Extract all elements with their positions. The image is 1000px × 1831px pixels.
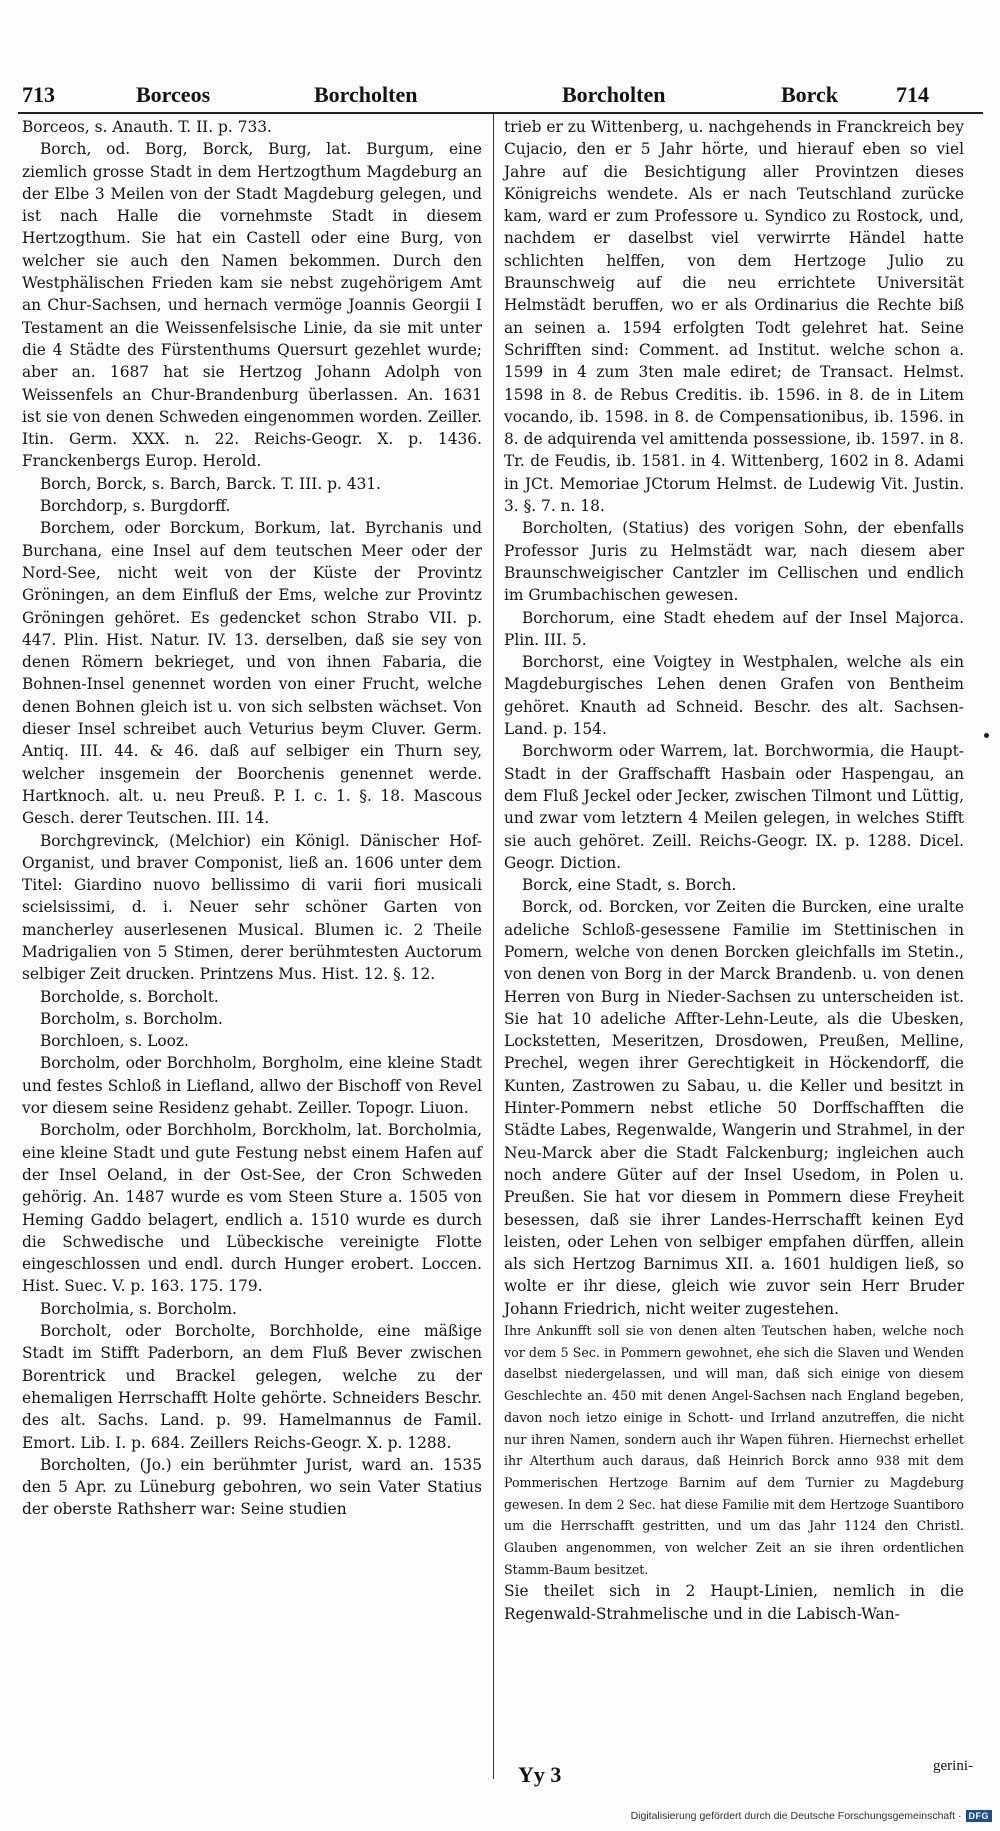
entry-borchworm: Borchworm oder Warrem, lat. Borchwormia, die Haupt-Stadt in der Graffschafft Hasbain oder Haspengau, an dem Fluß Jeckel oder Jecker, zwischen Tilmont und Lüttig, und zwar vom letztern 4 Meilen gelegen, in welches Stifft sie auch gehöret. Zeill. Reichs-Geogr. IX. p. 1288. Dicel. Geogr. Diction.	[504, 742, 964, 872]
entry-borcholten-jo: Borcholten, (Jo.) ein berühmter Jurist, ward an. 1535 den 5 Apr. zu Lüneburg gebohren, wo sein Vater Statius der oberste Rathsherr war: Seine studien	[22, 1455, 482, 1519]
entry-borck-ankunfft: Ihre Ankunfft soll sie von denen alten Teutschen haben, welche noch vor dem 5 Sec. in Pommern gewohnet, ehe sich die Slaven und Wenden daselbst niedergelassen, und will man, daß sich einige von diesem Geschlechte an. 450 mit denen Angel-Sachsen nach England begeben, davon noch ietzo einige in Schott- und Irrland anzutreffen, die nicht nur ihren Namen, sondern auch ihr Wapen führen. Hiernechst erhellet ihr Alterthum auch daraus, daß Heinrich Borck anno 938 mit dem Pommerischen Hertzoge Barnim auf dem Turnier zu Magdeburg gewesen. In dem 2 Sec. hat diese Familie mit dem Hertzoge Suantiboro um die Herrschafft gestritten, und um das Jahr 1124 den Christl. Glauben angenommen, von welcher Zeit an sie ihren ordentlichen Stamm-Baum besitzet.	[504, 1323, 964, 1577]
entry-borcholm-liefland: Borcholm, oder Borchholm, Borgholm, eine kleine Stadt und festes Schloß in Liefland, allwo der Bischoff von Revel vor diesem seine Residenz gehabt. Zeiller. Topogr. Liuon.	[22, 1054, 482, 1118]
entry-borcholm-oeland: Borcholm, oder Borchholm, Borckholm, lat. Borcholmia, eine kleine Stadt und gute Festung nebst einem Hafen auf der Insel Oeland, in der Ost-See, der Cron Schweden gehörig. An. 1487 wurde es vom Steen Sture a. 1505 von Heming Gaddo belagert, endlich a. 1510 wurde es durch die Schwedische und Lübeckische vereinigte Flotte eingeschlossen und endl. durch Hunger erobert. Loccen. Hist. Suec. V. p. 163. 175. 179.	[22, 1121, 482, 1296]
entry-borcholm-ref: Borcholm, s. Borcholm.	[40, 1009, 223, 1028]
header-rule	[18, 112, 983, 114]
header-keyword-2: Borcholten	[314, 82, 418, 107]
entry-borceos: Borceos, s. Anauth. T. II. p. 733.	[22, 118, 272, 136]
entry-borchloen: Borchloen, s. Looz.	[40, 1032, 189, 1051]
header-keyword-1: Borceos	[136, 82, 211, 107]
header-keyword-4: Borck	[781, 82, 839, 107]
entry-borcholten-cont: trieb er zu Wittenberg, u. nachgehends in Franckreich bey Cujacio, den er 5 Jahr hörte, und hierauf eben so viel Jahre auf die Besichtigung aller Provintzen dieses Königreichs wendete. Als er nach Teutschland zurücke kam, ward er zum Professore u. Syndico zu Rostock, und, nachdem er daselbst viel verwirrte Händel hatte schlichten helffen, von dem Hertzoge Julio zu Braunschweig auf die neu errichtete Universität Helmstädt beruffen, wo er als Ordinarius die Rechte biß an seinen a. 1594 erfolgten Todt gelehret hat. Seine Schrifften sind: Comment. ad Institut. welche schon a. 1599 in 4 zum 3ten male ediret; de Transact. Helmst. 1598 in 8. de Rebus Creditis. ib. 1596. in 8. de in Litem vocando, ib. 1598. in 8. de Compensationibus, ib. 1596. in 8. de adquirenda vel amittenda possessione, ib. 1597. in 8. Tr. de Feudis, ib. 1581. in 4. Wittenberg, 1602 in 8. Adami in JCt. Memoriae JCtorum Helmst. de Ludewig Vit. Justin. 3. §. 7. n. 18.	[504, 118, 964, 516]
entry-borck-stadt: Borck, eine Stadt, s. Borch.	[522, 876, 737, 895]
entry-borch-borck: Borch, Borck, s. Barch, Barck. T. III. p. 431.	[40, 474, 382, 493]
page-number-right: 714	[896, 82, 929, 107]
book-page	[18, 0, 983, 1831]
entry-borchorum: Borchorum, eine Stadt ehedem auf der Insel Majorca. Plin. III. 5.	[504, 608, 964, 649]
catchword: gerini-	[933, 1758, 973, 1774]
page-number-left: 713	[22, 82, 55, 107]
running-header	[18, 76, 983, 112]
page-footer	[18, 1758, 983, 1802]
entry-borcholt: Borcholt, oder Borcholte, Borchholde, eine mäßige Stadt im Stifft Paderborn, an dem Fluß Bever zwischen Borentrick und Brackel gelegen, welche zu der ehemaligen Herrschafft Holte gehörte. Schneiders Beschr. des alt. Sachs. Land. p. 99. Hamelmannus de Famil. Emort. Lib. I. p. 684. Zeillers Reichs-Geogr. X. p. 1288.	[22, 1322, 482, 1452]
entry-borcholde: Borcholde, s. Borcholt.	[40, 987, 219, 1006]
entry-borchorst: Borchorst, eine Voigtey in Westphalen, welche als ein Magdeburgisches Lehen denen Grafen von Bentheim gehöret. Knauth ad Schneid. Beschr. des alt. Sachsen-Land. p. 154.	[504, 653, 964, 739]
credit-text: Digitalisierung gefördert durch die Deutsche Forschungsgemeinschaft ·	[630, 1810, 962, 1822]
right-column	[504, 116, 964, 1625]
dfg-logo-icon: DFG	[966, 1810, 993, 1822]
header-keyword-3: Borcholten	[562, 82, 666, 107]
signature-mark: Yy 3	[518, 1762, 562, 1787]
margin-dot	[984, 733, 989, 738]
left-column	[22, 116, 482, 1521]
entry-borck-linien: Sie theilet sich in 2 Haupt-Linien, nemlich in die Regenwald-Strahmelische und in die Labisch-Wan-	[504, 1582, 964, 1623]
entry-borcholmia: Borcholmia, s. Borcholm.	[40, 1299, 237, 1318]
entry-borchdorp: Borchdorp, s. Burgdorff.	[40, 497, 231, 516]
entry-borcholten-statius: Borcholten, (Statius) des vorigen Sohn, der ebenfalls Professor Juris zu Helmstädt war, nach diesem aber Braunschweigischer Cantzler im Cellischen und endlich im Grumbachischen gewesen.	[504, 519, 964, 605]
column-divider	[493, 114, 494, 1779]
entry-borchem: Borchem, oder Borckum, Borkum, lat. Byrchanis und Burchana, eine Insel auf dem teutschen Meer oder der Nord-See, nicht weit von der Küste der Provintz Gröningen, an dem Einfluß der Ems, welche zur Provintz Gröningen gehöret. Es gedencket schon Strabo VII. p. 447. Plin. Hist. Natur. IV. 13. derselben, daß sie sey von denen Römern bekrieget, und von ihnen Fabaria, die Bohnen-Insel genennet worden von einer Frucht, welche denen Bohnen gleich ist u. von sich selbsten wächset. Von dieser Insel schreibet auch Veturius beym Cluver. Germ. Antiq. III. 44. & 46. daß auf selbiger ein Thurn sey, welcher insgemein der Boorchenis genennet werde. Hartknoch. alt. u. neu Preuß. P. I. c. 1. §. 18. Mascous Gesch. derer Teutschen. III. 14.	[22, 519, 482, 828]
entry-borch: Borch, od. Borg, Borck, Burg, lat. Burgum, eine ziemlich grosse Stadt in dem Hertzogthum Magdeburg an der Elbe 3 Meilen von der Stadt Magdeburg gelegen, und ist nach Halle die vornehmste Stadt in diesem Hertzogthum. Sie hat ein Castell oder eine Burg, von welcher sie auch den Namen bekommen. Durch den Westphälischen Frieden kam sie nebst zugehörigem Amt an Chur-Sachsen, und hernach vermöge Joannis Georgii I Testament an die Weissenfelsische Linie, da sie mit unter die 4 Städte des Fürstenthums Quersurt gezehlet wurde; aber an. 1687 hat sie Hertzog Johann Adolph von Weissenfels an Chur-Brandenburg überlassen. An. 1631 ist sie von denen Schweden eingenommen worden. Zeiller. Itin. Germ. XXX. n. 22. Reichs-Geogr. X. p. 1436. Franckenbergs Europ. Herold.	[22, 140, 482, 471]
digitization-credit	[631, 1810, 992, 1822]
entry-borck-familie: Borck, od. Borcken, vor Zeiten die Burcken, eine uralte adeliche Schloß-gesessene Familie im Stettinischen in Pomern, welche von denen Borcken gleichfalls im Stetin., von denen von Borg in der Marck Brandenb. u. von denen Herren von Burg in Nieder-Sachsen zu unterscheiden ist. Sie hat 10 adeliche Affter-Lehn-Leute, als die Ubesken, Lockstetten, Meseritzen, Drosdowen, Preußen, Melline, Prechel, wegen ihrer Gerechtigkeit in Höckendorff, die Kunten, Zastrowen zu Sabau, u. die Keller und besitzt in Hinter-Pommern nebst etliche 50 Dorffschafften die Städte Labes, Regenwalde, Wangerin und Strahmel, in der Neu-Marck aber die Stadt Falckenburg; ingleichen auch noch andere Güter auf der Insel Usedom, in Polen u. Preußen. Sie hat vor diesem in Pommern diese Freyheit besessen, daß sie ihrer Landes-Herrschafft keinen Eyd leisten, oder Lehen von selbiger empfahen dürffen, allein als sich Hertzog Barnimus XII. a. 1601 huldigen ließ, so wolte er ihr diese, gleich wie zuvor sein Herr Bruder Johann Friedrich, nicht weiter zugestehen.	[504, 898, 964, 1318]
entry-borchgrevinck: Borchgrevinck, (Melchior) ein Königl. Dänischer Hof-Organist, und braver Componist, ließ an. 1606 unter dem Titel: Giardino nuovo bellissimo di varii fiori musicali scielsissimi, d. i. Neuer sehr schöner Garten von mancherley auserlesenen Musical. Blumen ic. 2 Theile Madrigalien von 5 Stimen, derer berühmtesten Auctorum selbiger Zeit drucken. Printzens Mus. Hist. 12. §. 12.	[22, 831, 482, 984]
